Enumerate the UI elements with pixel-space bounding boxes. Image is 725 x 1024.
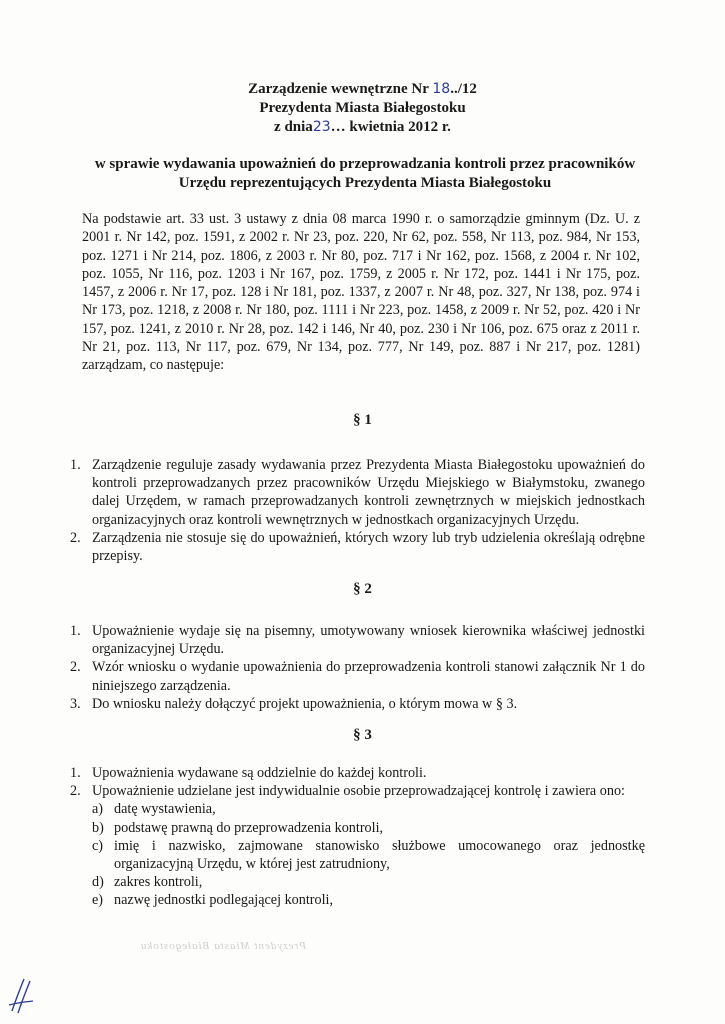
item-text: Zarządzenia nie stosuje się do upoważnień, których wzory lub tryb udzielenia określają odrębne przepisy. [92,529,645,565]
item-number: 2. [70,529,81,546]
header-line-3 [0,118,725,137]
list-item [70,658,645,694]
list-item [70,622,645,658]
item-number: 3. [70,695,81,712]
item-number: 1. [70,623,81,639]
item-text: Upoważnienie wydaje się na pisemny, umotywowany wniosek kierownika właściwej jednostki organizacyjnej Urzędu. [92,623,645,658]
header-date-prefix: z dnia [274,119,313,135]
header-line-1 [0,80,725,99]
header-number-suffix: ../12 [450,81,477,97]
section-3-list [70,764,645,910]
subitem-letter: e) [92,892,104,909]
list-item [70,764,645,782]
document-subject: w sprawie wydawania upoważnień do przeprowadzania kontroli przez pracowników Urzędu reprezentujących Prezydenta Miasta Białegostoku [94,156,636,191]
subitem-letter: d) [92,874,104,891]
subitem-text: nazwę jednostki podlegającej kontroli, [114,892,334,909]
header-title: Zarządzenie wewnętrzne Nr [248,81,433,97]
subitem-text: imię i nazwisko, zajmowane stanowisko służbowe umocowanego oraz jednostkę organizacyjną Urzędu, w której jest zatrudniony, [114,837,645,873]
sub-list-item [92,819,645,837]
item-number: 2. [70,783,81,800]
signature-initials-icon [6,975,36,1015]
document-header [0,80,725,137]
section-2-mark: § 2 [353,581,372,597]
subitem-list [92,800,645,909]
sub-list-item [92,873,645,891]
subitem-letter: c) [92,837,104,854]
section-2-list [70,622,645,713]
list-item [70,695,645,713]
item-text: Wzór wniosku o wydanie upoważnienia do przeprowadzenia kontroli stanowi załącznik Nr 1 do niniejszego zarządzenia. [92,659,645,694]
stamp-bleed-through: Prezydent Miasta Białegostoku [140,940,307,952]
item-text: Upoważnienia wydawane są oddzielnie do każdej kontroli. [92,765,427,781]
subitem-letter: b) [92,819,104,836]
section-1-list [70,456,645,565]
section-3-mark: § 3 [353,727,372,743]
sub-list-item [92,800,645,818]
item-text: Zarządzenie reguluje zasady wydawania przez Prezydenta Miasta Białegostoku upoważnień do kontroli przeprowadzanych przez pracowników Urzędu Miejskiego w Białymstoku, zwanego dalej Urzędem, w ramach przeprowadzanych kontroli zewnętrznych w miejskich jednostkach organizacyjnych oraz kontroli wewnętrznych w jednostkach organizacyjnych Urzędu. [92,457,645,528]
subitem-text: zakres kontroli, [114,874,203,891]
item-number: 1. [70,765,81,781]
item-text: Do wniosku należy dołączyć projekt upoważnienia, o którym mowa w § 3. [92,695,518,712]
item-text: Upoważnienie udzielane jest indywidualnie osobie przeprowadzającej kontrolę i zawiera ono: [92,783,626,800]
sub-list-item [92,891,645,909]
legal-basis: Na podstawie art. 33 ust. 3 ustawy z dnia 08 marca 1990 r. o samorządzie gminnym (Dz. U. z 2001 r. Nr 142, poz. 1591, z 2002 r. Nr 23, poz. 220, Nr 62, poz. 558, Nr 113, poz. 984, Nr 153, poz. 1271 i Nr 214, poz. 1806, z 2003 r. Nr 80, poz. 717 i Nr 162, poz. 1568, z 2004 r. Nr 102, poz. 1055, Nr 116, poz. 1203 i Nr 167, poz. 1759, z 2005 r. Nr 172, poz. 1441 i Nr 175, poz. 1457, z 2006 r. Nr 17, poz. 128 i Nr 181, poz. 1337, z 2007 r. Nr 48, poz. 327, Nr 138, poz. 974 i Nr 173, poz. 1218, z 2008 r. Nr 180, poz. 1111 i Nr 223, poz. 1458, z 2009 r. Nr 52, poz. 420 i Nr 157, poz. 1241, z 2010 r. Nr 28, poz. 142 i 146, Nr 40, poz. 230 i Nr 106, poz. 675 oraz z 2011 r. Nr 21, poz. 113, Nr 117, poz. 679, Nr 134, poz. 777, Nr 149, poz. 887 i Nr 217, poz. 1281) zarządzam, co następuje: [82,211,640,374]
subitem-letter: a) [92,801,104,818]
header-line-2: Prezydenta Miasta Białegostoku [259,100,466,116]
subitem-text: podstawę prawną do przeprowadzenia kontroli, [114,819,384,836]
item-number: 1. [70,457,81,473]
handwritten-day: 23 [312,119,331,135]
section-1-mark: § 1 [353,412,372,428]
sub-list-item [92,837,645,873]
item-number: 2. [70,659,81,676]
subitem-text: datę wystawienia, [114,801,216,818]
list-item [70,529,645,565]
list-item [70,782,645,909]
list-item [70,456,645,529]
handwritten-number: 18 [432,81,451,97]
header-date-suffix: … kwietnia 2012 r. [330,119,451,135]
